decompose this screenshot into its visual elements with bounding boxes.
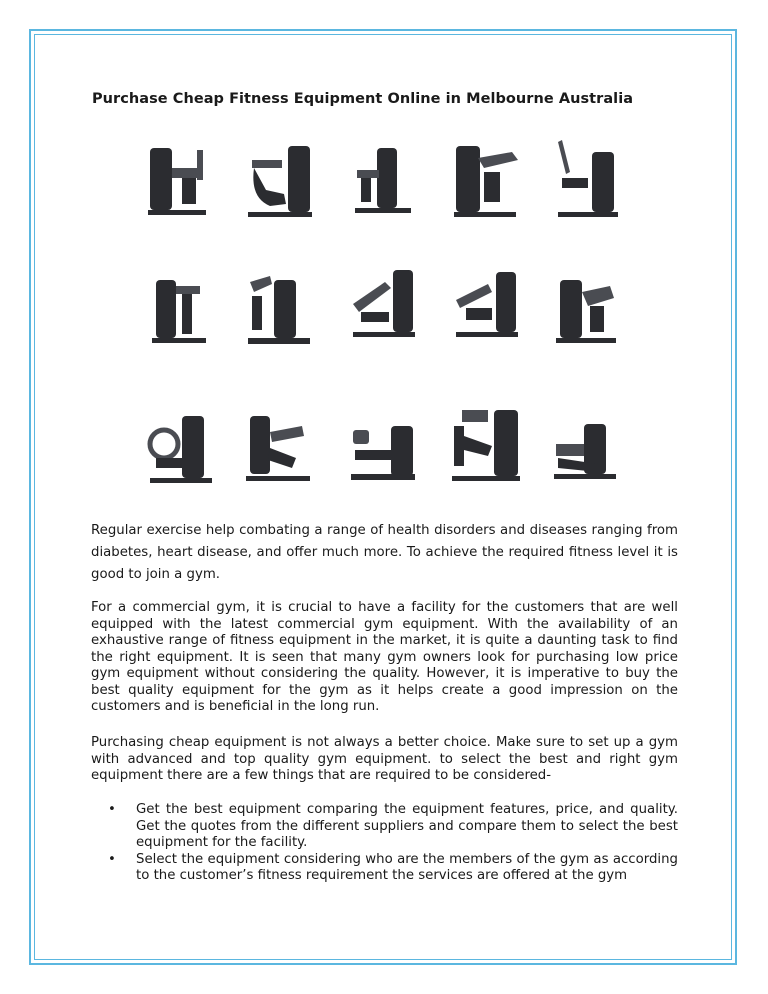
gym-machine-image: [548, 136, 628, 226]
list-item-text: Select the equipment considering who are the members of the gym as according to the customer’s fitness requirement the services are offered at the gym: [136, 851, 678, 883]
list-item: [108, 852, 678, 885]
gym-machine-image: [548, 268, 628, 358]
gym-machine-image: [142, 138, 222, 228]
bullet-icon: •: [108, 802, 116, 817]
list-item-text: Get the best equipment comparing the equipment features, price, and quality. Get the quotes from the different suppliers and compare them to select the best equipment for the facility.: [136, 802, 678, 850]
gym-machine-image: [345, 412, 425, 502]
paragraph-cheap-equipment: Purchasing cheap equipment is not always a better choice. Make sure to set up a gym with advanced and top quality gym equipment. to select the best and right gym equipment there are a few things that are required to be considered-: [91, 735, 678, 783]
gym-machine-image: [142, 268, 222, 358]
gym-machine-image: [345, 264, 425, 354]
paragraph-commercial-gym: For a commercial gym, it is crucial to have a facility for the customers that are well equipped with the latest commercial gym equipment. With the availability of an exhaustive range of fitness equipment in the market, it is quite a daunting task to find the right equipment. It is seen that many gym owners look for purchasing low price gym equipment without considering the quality. However, it is imperative to buy the best quality equipment for the gym as it helps create a good impression on the customers and is beneficial in the long run.: [91, 600, 678, 714]
gym-machine-image: [240, 266, 320, 356]
bullet-icon: •: [108, 851, 116, 867]
equipment-image-gallery: [120, 128, 640, 508]
gym-machine-image: [548, 414, 628, 504]
gym-machine-image: [142, 408, 222, 498]
gym-machine-image: [448, 138, 528, 228]
document-title: Purchase Cheap Fitness Equipment Online in Melbourne Australia: [92, 91, 634, 107]
gym-machine-image: [240, 138, 320, 228]
gym-machine-image: [448, 406, 528, 496]
considerations-list: [108, 802, 678, 885]
gym-machine-image: [448, 264, 528, 354]
gym-machine-image: [240, 408, 320, 498]
list-item: [108, 802, 678, 852]
gym-machine-image: [345, 140, 425, 230]
paragraph-intro: Regular exercise help combating a range of health disorders and diseases ranging from diabetes, heart disease, and offer much more. To achieve the required fitness level it is good to join a gym.: [91, 523, 678, 582]
